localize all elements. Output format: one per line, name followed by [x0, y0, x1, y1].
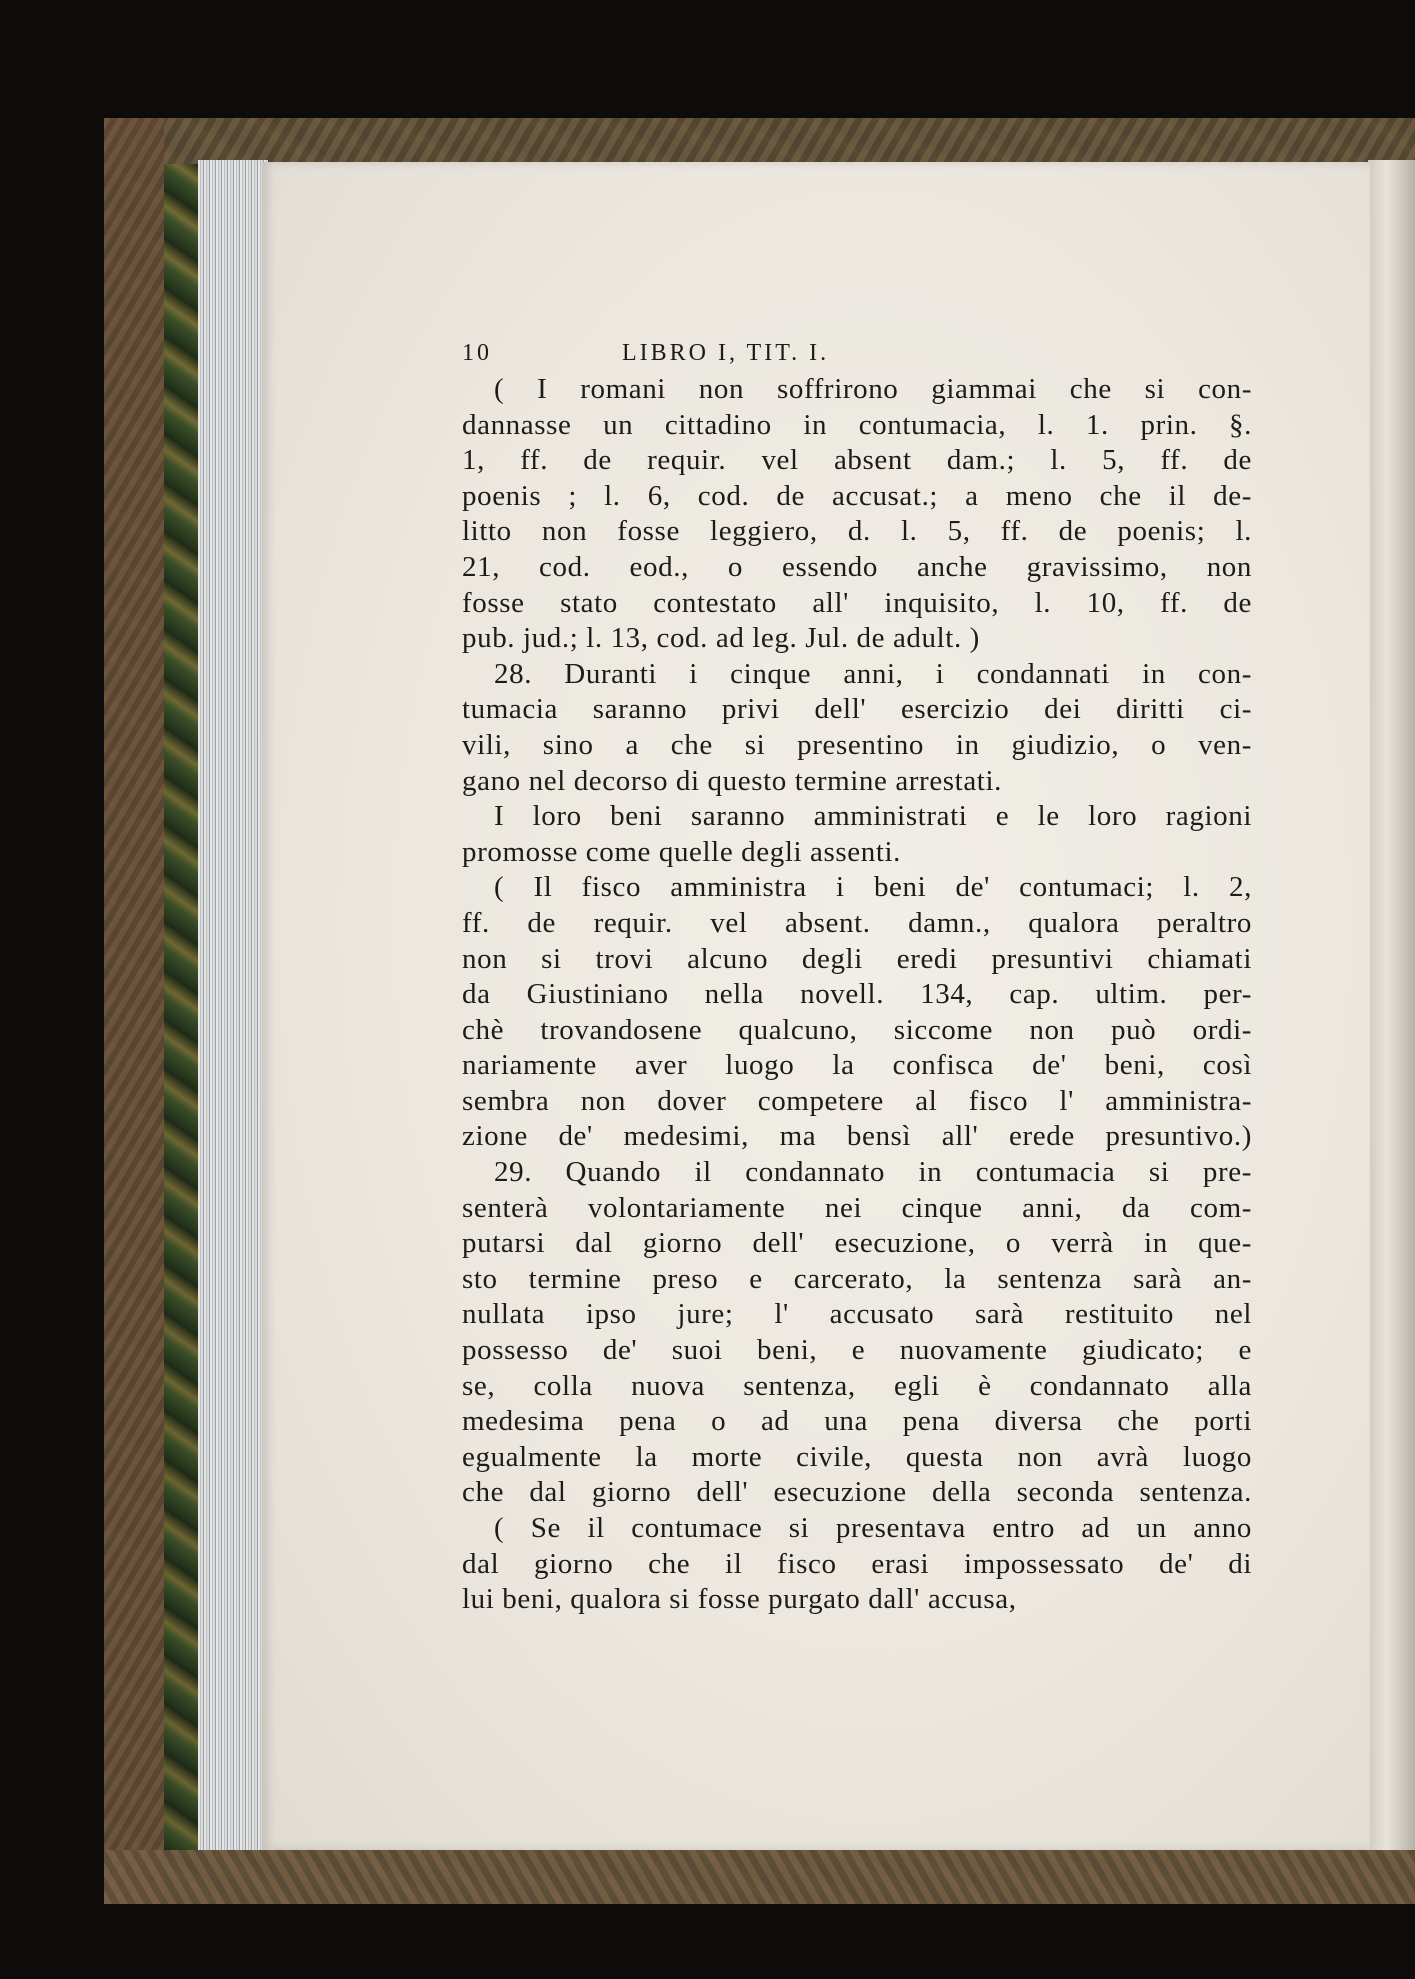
text-line: ( Se il contumace si presentava entro ad un anno	[494, 1512, 1252, 1544]
facing-page-edge	[1368, 160, 1415, 1850]
text-line: vili, sino a che si presentino in giudizio, o ven-	[462, 728, 1252, 761]
text-line: ff. de requir. vel absent. damn., qualora peraltro	[462, 906, 1252, 939]
text-line: 21, cod. eod., o essendo anche gravissimo, non	[462, 550, 1252, 583]
text-line: ( I romani non soffrirono giammai che si con-	[494, 373, 1252, 405]
text-line: gano nel decorso di questo termine arrestati.	[462, 764, 1002, 797]
text-line: sembra non dover competere al fisco l' amministra-	[462, 1084, 1252, 1117]
text-line: se, colla nuova sentenza, egli è condannato alla	[462, 1369, 1252, 1402]
text-line: zione de' medesimi, ma bensì all' erede presuntivo.)	[462, 1120, 1252, 1153]
text-line: nariamente aver luogo la confisca de' beni, così	[462, 1049, 1252, 1082]
cover-top-edge	[104, 118, 1415, 164]
text-line: medesima pena o ad una pena diversa che porti	[462, 1405, 1252, 1438]
text-line: da Giustiniano nella novell. 134, cap. ultim. per-	[462, 978, 1252, 1011]
text-line: ( Il fisco amministra i beni de' contumaci; l. 2,	[494, 871, 1252, 904]
page-text	[462, 338, 1252, 1618]
text-line: promosse come quelle degli assenti.	[462, 835, 901, 868]
cover-bottom-edge	[104, 1850, 1415, 1904]
text-line: dannasse un cittadino in contumacia, l. 1. prin. §.	[462, 408, 1252, 441]
text-line: pub. jud.; l. 13, cod. ad leg. Jul. de adult. )	[462, 622, 980, 655]
text-line: I loro beni saranno amministrati e le loro ragioni	[494, 800, 1252, 833]
text-line: nullata ipso jure; l' accusato sarà restituito nel	[462, 1298, 1252, 1331]
text-line: tumacia saranno privi dell' esercizio dei diritti ci-	[462, 693, 1252, 726]
text-line: 29. Quando il condannato in contumacia si pre-	[494, 1156, 1252, 1189]
page-number: 10	[462, 340, 492, 366]
text-lines	[462, 372, 1252, 1618]
text-line: non si trovi alcuno degli eredi presuntivi chiamati	[462, 942, 1252, 975]
text-line: egualmente la morte civile, questa non avrà luogo	[462, 1440, 1252, 1473]
text-line: dal giorno che il fisco erasi impossessato de' di	[462, 1547, 1252, 1580]
text-line: poenis ; l. 6, cod. de accusat.; a meno che il de-	[462, 479, 1252, 512]
cover-spine	[104, 118, 164, 1904]
text-line: possesso de' suoi beni, e nuovamente giudicato; e	[462, 1334, 1252, 1367]
text-line: 1, ff. de requir. vel absent dam.; l. 5, ff. de	[462, 444, 1252, 477]
text-line: senterà volontariamente nei cinque anni, da com-	[462, 1191, 1252, 1224]
page-header	[462, 338, 1252, 368]
text-line: litto non fosse leggiero, d. l. 5, ff. de poenis; l.	[462, 515, 1252, 548]
text-line: sto termine preso e carcerato, la sentenza sarà an-	[462, 1262, 1252, 1295]
text-line: lui beni, qualora si fosse purgato dall' accusa,	[462, 1583, 1017, 1616]
text-line: 28. Duranti i cinque anni, i condannati in con-	[494, 657, 1252, 690]
text-line: chè trovandosene qualcuno, siccome non può ordi-	[462, 1013, 1252, 1046]
running-head: LIBRO I, TIT. I.	[622, 340, 830, 366]
text-line: fosse stato contestato all' inquisito, l. 10, ff. de	[462, 586, 1252, 619]
page-block-edges	[198, 160, 268, 1850]
text-line: putarsi dal giorno dell' esecuzione, o verrà in que-	[462, 1227, 1252, 1260]
text-line: che dal giorno dell' esecuzione della seconda sentenza.	[462, 1476, 1252, 1509]
